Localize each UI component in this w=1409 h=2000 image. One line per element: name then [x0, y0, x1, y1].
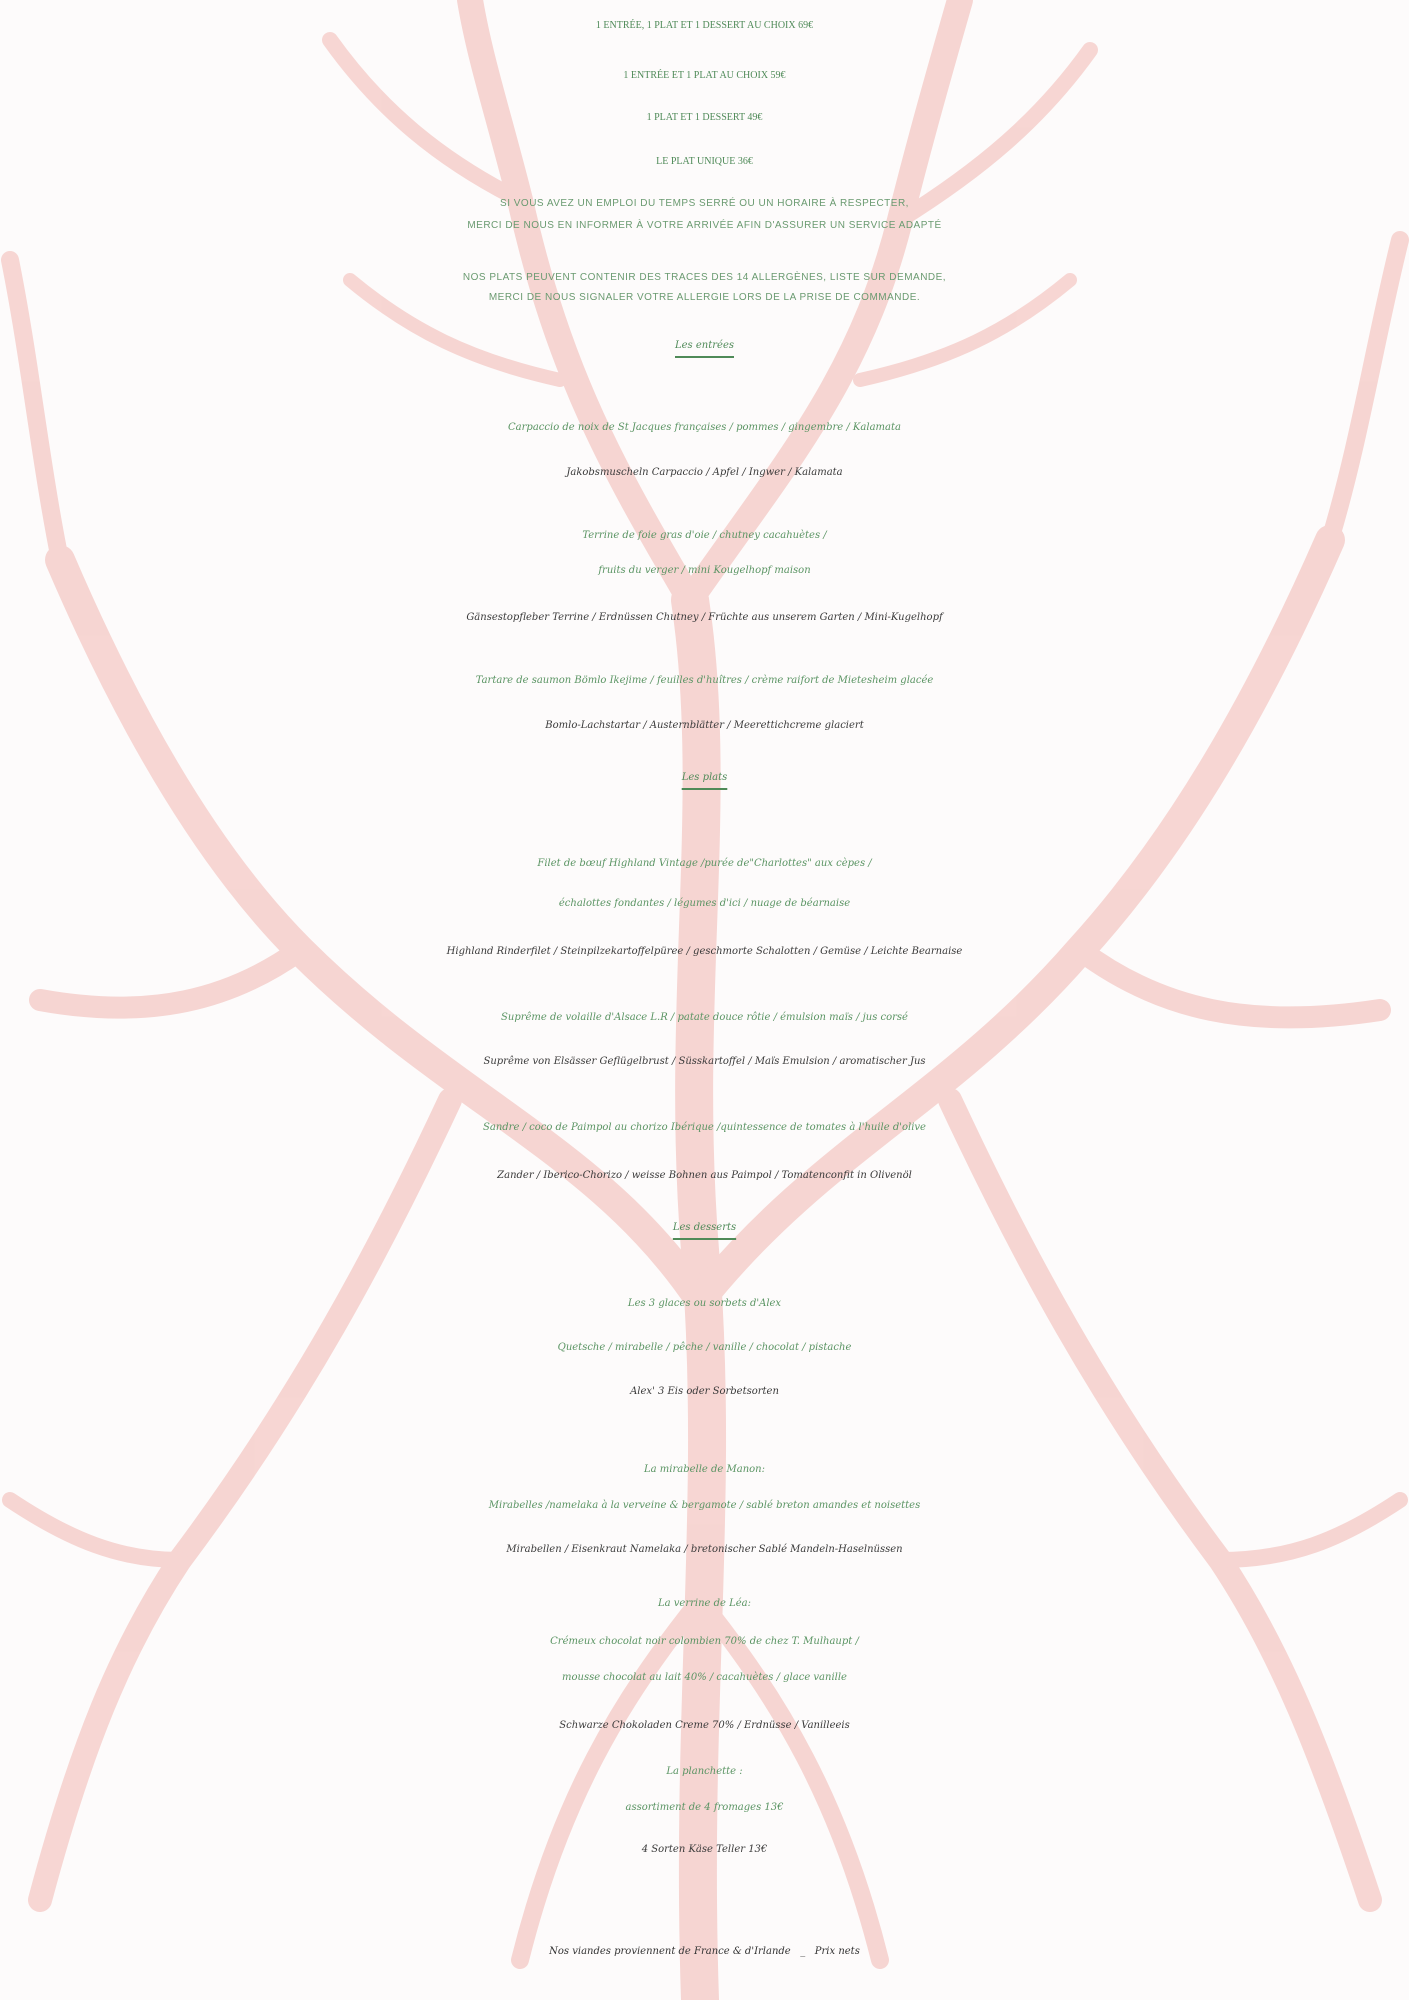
- plat-1-fr-line-1: Filet de bœuf Highland Vintage /purée de"Charlottes" aux cèpes /: [537, 858, 872, 869]
- entree-1-fr: Carpaccio de noix de St Jacques françaises / pommes / gingembre / Kalamata: [508, 422, 901, 433]
- price-line-plat-unique: LE PLAT UNIQUE 36€: [656, 156, 753, 167]
- dessert-4-fr-detail: assortiment de 4 fromages 13€: [625, 1802, 784, 1813]
- plat-1-de: Highland Rinderfilet / Steinpilzekartoffelpüree / geschmorte Schalotten / Gemüse / Leichte Bearnaise: [446, 946, 963, 957]
- dessert-3-fr-detail-line-2: mousse chocolat au lait 40% / cacahuètes / glace vanille: [562, 1672, 847, 1683]
- plat-3-de: Zander / Iberico-Chorizo / weisse Bohnen aus Paimpol / Tomatenconfit in Olivenöl: [497, 1170, 912, 1181]
- dessert-3-de: Schwarze Chokoladen Creme 70% / Erdnüsse / Vanilleeis: [559, 1720, 850, 1731]
- footer-note: Nos viandes proviennent de France & d'Irlande _ Prix nets: [549, 1946, 860, 1957]
- dessert-2-fr-title: La mirabelle de Manon:: [644, 1464, 765, 1475]
- entree-1-de: Jakobsmuscheln Carpaccio / Apfel / Ingwer / Kalamata: [566, 467, 843, 478]
- price-line-full-menu: 1 ENTRÉE, 1 PLAT ET 1 DESSERT AU CHOIX 69€: [595, 20, 814, 31]
- dessert-1-fr-detail: Quetsche / mirabelle / pêche / vanille / chocolat / pistache: [557, 1342, 852, 1353]
- dessert-2-fr-detail: Mirabelles /namelaka à la verveine & bergamote / sablé breton amandes et noisettes: [488, 1500, 921, 1511]
- plat-2-de: Suprême von Elsässer Geflügelbrust / Süsskartoffel / Maïs Emulsion / aromatischer Jus: [483, 1056, 926, 1067]
- entree-2-fr-line-2: fruits du verger / mini Kougelhopf maison: [598, 565, 811, 576]
- entree-2-de: Gänsestopfleber Terrine / Erdnüssen Chutney / Früchte aus unserem Garten / Mini-Kugelhopf: [466, 612, 943, 623]
- price-line-entree-plat: 1 ENTRÉE ET 1 PLAT AU CHOIX 59€: [623, 70, 786, 81]
- dessert-2-de: Mirabellen / Eisenkraut Namelaka / bretonischer Sablé Mandeln-Haselnüssen: [506, 1544, 903, 1555]
- dessert-1-fr-title: Les 3 glaces ou sorbets d'Alex: [627, 1298, 782, 1309]
- entree-2-fr-line-1: Terrine de foie gras d'oie / chutney cacahuètes /: [582, 530, 827, 541]
- section-title-entrees: Les entrées: [675, 340, 734, 351]
- allergen-notice-line-2: MERCI DE NOUS SIGNALER VOTRE ALLERGIE LORS DE LA PRISE DE COMMANDE.: [488, 292, 921, 303]
- dessert-4-de: 4 Sorten Käse Teller 13€: [641, 1844, 768, 1855]
- entree-3-de: Bomlo-Lachstartar / Austernblätter / Meerettichcreme glaciert: [545, 720, 864, 731]
- plat-2-fr: Suprême de volaille d'Alsace L.R / patate douce rôtie / émulsion maïs / jus corsé: [501, 1012, 908, 1023]
- plat-3-fr: Sandre / coco de Paimpol au chorizo Ibérique /quintessence de tomates à l'huile d'olive: [483, 1122, 926, 1133]
- dessert-1-de: Alex' 3 Eis oder Sorbetsorten: [630, 1386, 779, 1397]
- dessert-4-fr-title: La planchette :: [666, 1766, 743, 1777]
- section-title-plats: Les plats: [681, 772, 728, 783]
- section-title-desserts: Les desserts: [672, 1222, 737, 1233]
- entree-3-fr: Tartare de saumon Bömlo Ikejime / feuilles d'huîtres / crème raifort de Mietesheim glacée: [475, 675, 934, 686]
- allergen-notice-line-1: NOS PLATS PEUVENT CONTENIR DES TRACES DES 14 ALLERGÈNES, LISTE SUR DEMANDE,: [462, 272, 947, 283]
- dessert-3-fr-title: La verrine de Léa:: [657, 1598, 752, 1609]
- service-notice-line-2: MERCI DE NOUS EN INFORMER À VOTRE ARRIVÉE AFIN D'ASSURER UN SERVICE ADAPTÉ: [467, 220, 942, 231]
- service-notice-line-1: SI VOUS AVEZ UN EMPLOI DU TEMPS SERRÉ OU UN HORAIRE À RESPECTER,: [500, 198, 909, 209]
- plat-1-fr-line-2: échalottes fondantes / légumes d'ici / nuage de béarnaise: [558, 898, 851, 909]
- dessert-3-fr-detail-line-1: Crémeux chocolat noir colombien 70% de chez T. Mulhaupt /: [550, 1636, 859, 1647]
- price-line-plat-dessert: 1 PLAT ET 1 DESSERT 49€: [646, 112, 763, 123]
